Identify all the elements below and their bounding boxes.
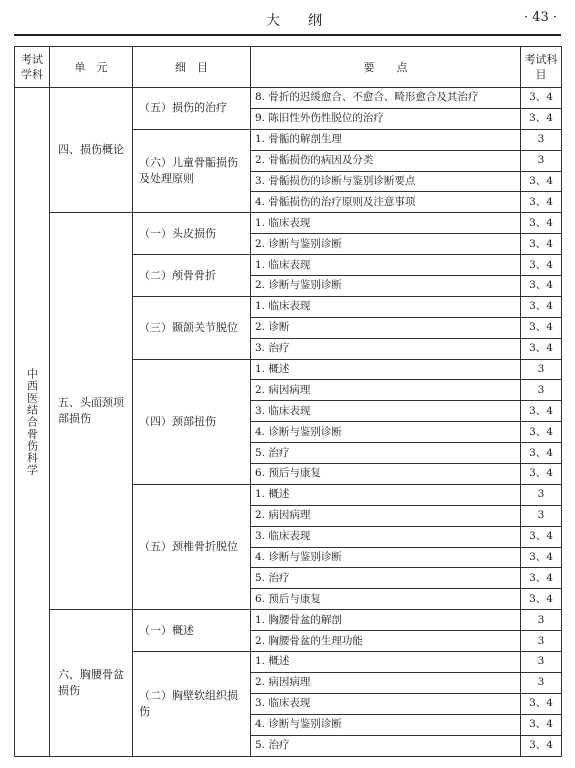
point-cell: 5. 治疗 — [251, 735, 521, 756]
page-number: · 43 · — [523, 10, 557, 25]
point-cell: 2. 骨骺损伤的病因及分类 — [251, 150, 521, 171]
level-cell: 3、4 — [521, 171, 562, 192]
item-cell: （三）颞颌关节脱位 — [133, 296, 251, 359]
point-cell: 3. 临床表现 — [251, 526, 521, 547]
point-cell: 3. 临床表现 — [251, 401, 521, 422]
point-cell: 2. 诊断与鉴别诊断 — [251, 234, 521, 255]
unit-cell: 五、头面颈项部损伤 — [50, 213, 133, 610]
point-cell: 1. 概述 — [251, 652, 521, 673]
level-cell: 3 — [521, 380, 562, 401]
point-cell: 2. 病因病理 — [251, 380, 521, 401]
column-header-unit: 单 元 — [50, 47, 133, 88]
table-row — [15, 213, 562, 234]
point-cell: 4. 诊断与鉴别诊断 — [251, 547, 521, 568]
point-cell: 1. 临床表现 — [251, 255, 521, 276]
level-cell: 3、4 — [521, 693, 562, 714]
item-cell: （六）儿童骨骺损伤及处理原则 — [133, 129, 251, 213]
point-cell: 9. 陈旧性外伤性脱位的治疗 — [251, 108, 521, 129]
level-cell: 3 — [521, 631, 562, 652]
point-cell: 4. 诊断与鉴别诊断 — [251, 714, 521, 735]
level-cell: 3、4 — [521, 464, 562, 485]
level-cell: 3 — [521, 484, 562, 505]
level-cell: 3、4 — [521, 276, 562, 297]
level-cell: 3、4 — [521, 88, 562, 109]
syllabus-table — [14, 46, 562, 757]
column-header-point: 要 点 — [251, 47, 521, 88]
point-cell: 8. 骨折的迟缓愈合、不愈合、畸形愈合及其治疗 — [251, 88, 521, 109]
point-cell: 1. 临床表现 — [251, 213, 521, 234]
point-cell: 6. 预后与康复 — [251, 589, 521, 610]
point-cell: 2. 病因病理 — [251, 672, 521, 693]
level-cell: 3、4 — [521, 401, 562, 422]
page-header — [14, 0, 561, 36]
point-cell: 2. 胸腰骨盆的生理功能 — [251, 631, 521, 652]
level-cell: 3、4 — [521, 735, 562, 756]
table-row — [15, 88, 562, 109]
level-cell: 3 — [521, 359, 562, 380]
level-cell: 3、4 — [521, 317, 562, 338]
point-cell: 1. 概述 — [251, 359, 521, 380]
column-header-level: 考试科目 — [521, 47, 562, 88]
level-cell: 3、4 — [521, 338, 562, 359]
item-cell: （五）损伤的治疗 — [133, 88, 251, 130]
item-cell: （五）颈椎骨折脱位 — [133, 484, 251, 609]
point-cell: 2. 诊断与鉴别诊断 — [251, 276, 521, 297]
subject-label: 中西医结合骨伤科学 — [25, 367, 39, 476]
item-cell: （二）胸壁软组织损伤 — [133, 652, 251, 756]
point-cell: 1. 临床表现 — [251, 296, 521, 317]
point-cell: 2. 病因病理 — [251, 505, 521, 526]
table-body — [15, 88, 562, 757]
level-cell: 3、4 — [521, 714, 562, 735]
level-cell: 3、4 — [521, 192, 562, 213]
point-cell: 1. 骨骺的解剖生理 — [251, 129, 521, 150]
point-cell: 1. 概述 — [251, 484, 521, 505]
item-cell: （二）颅骨骨折 — [133, 255, 251, 297]
point-cell: 1. 胸腰骨盆的解剖 — [251, 610, 521, 631]
point-cell: 4. 诊断与鉴别诊断 — [251, 422, 521, 443]
point-cell: 5. 治疗 — [251, 443, 521, 464]
point-cell: 2. 诊断 — [251, 317, 521, 338]
point-cell: 3. 骨骺损伤的诊断与鉴别诊断要点 — [251, 171, 521, 192]
level-cell: 3、4 — [521, 213, 562, 234]
point-cell: 3. 临床表现 — [251, 693, 521, 714]
level-cell: 3、4 — [521, 589, 562, 610]
subject-cell — [15, 88, 50, 757]
table-header-row — [15, 47, 562, 88]
table-row — [15, 610, 562, 631]
column-header-subject: 考试学科 — [15, 47, 50, 88]
level-cell: 3、4 — [521, 526, 562, 547]
level-cell: 3 — [521, 610, 562, 631]
point-cell: 6. 预后与康复 — [251, 464, 521, 485]
point-cell: 5. 治疗 — [251, 568, 521, 589]
point-cell: 3. 治疗 — [251, 338, 521, 359]
level-cell: 3 — [521, 505, 562, 526]
item-cell: （四）颈部扭伤 — [133, 359, 251, 484]
level-cell: 3 — [521, 129, 562, 150]
level-cell: 3、4 — [521, 296, 562, 317]
level-cell: 3 — [521, 652, 562, 673]
level-cell: 3、4 — [521, 108, 562, 129]
level-cell: 3、4 — [521, 422, 562, 443]
unit-cell: 四、损伤概论 — [50, 88, 133, 213]
level-cell: 3、4 — [521, 234, 562, 255]
point-cell: 4. 骨骺损伤的治疗原则及注意事项 — [251, 192, 521, 213]
level-cell: 3、4 — [521, 443, 562, 464]
unit-cell: 六、胸腰骨盆损伤 — [50, 610, 133, 756]
level-cell: 3、4 — [521, 568, 562, 589]
level-cell: 3、4 — [521, 547, 562, 568]
item-cell: （一）概述 — [133, 610, 251, 652]
header-title: 大纲 — [266, 13, 350, 29]
level-cell: 3 — [521, 150, 562, 171]
level-cell: 3 — [521, 672, 562, 693]
column-header-item: 细 目 — [133, 47, 251, 88]
item-cell: （一）头皮损伤 — [133, 213, 251, 255]
level-cell: 3、4 — [521, 255, 562, 276]
